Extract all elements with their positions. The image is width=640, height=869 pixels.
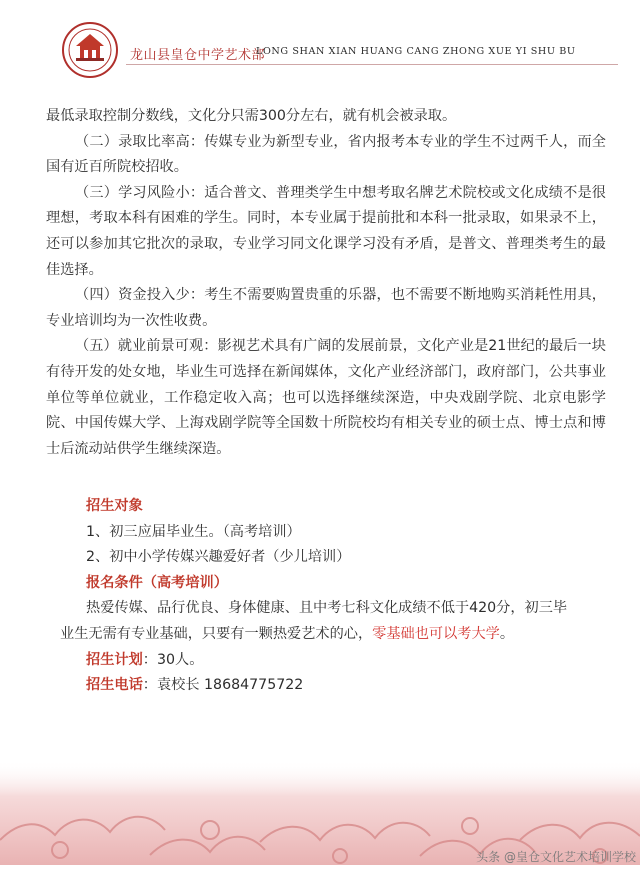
recruitment-section: [60, 494, 616, 699]
conditions-line-2: 业生无需有专业基础，只要有一颗热爱艺术的心，: [60, 625, 373, 642]
paragraph-3: （三）学习风险小：适合普文、普理类学生中想考取名牌艺术院校或文化成绩不是很理想，考取本科有困难的学生。同时，本专业属于提前批和本科一批录取，如果录不上，还可以参加其它批次的录取，专业学习同文化课学习没有矛盾，是普文、普理类考生的最佳选择。: [46, 184, 606, 278]
phone-heading: 招生电话: [86, 677, 143, 694]
page-header: [0, 0, 640, 80]
zero-basis-highlight: 零基础也可以考大学: [372, 625, 500, 642]
target-item-1: 1、初三应届毕业生。（高考培训）: [86, 523, 301, 540]
paragraph-4: （四）资金投入少：考生不需要购置贵重的乐器，也不需要不断地购买消耗性用具，专业培训均为一次性收费。: [46, 287, 606, 329]
paragraph-2: （二）录取比率高：传媒专业为新型专业，省内报考本专业的学生不过两千人，而全国有近百所院校招收。: [46, 133, 606, 176]
school-logo-icon: [62, 22, 118, 78]
conditions-text: [86, 596, 616, 622]
conditions-line-1: 热爱传媒、品行优良、身体健康、且中考七科文化成绩不低于420分，初三毕: [86, 600, 568, 617]
paragraph-1: 最低录取控制分数线，文化分只需300分左右，就有机会被录取。: [46, 108, 457, 124]
paragraph-5: （五）就业前景可观：影视艺术具有广阔的发展前景，文化产业是21世纪的最后一块有待开发的处女地，毕业生可选择在新闻媒体，文化产业经济部门，政府部门，公共事业单位等单位就业，工作稳定收入高；也可以选择继续深造，中央戏剧学院、北京电影学院、中国传媒大学、上海戏剧学院等全国数十所院校均有相关专业的硕士点、博士点和博士后流动站供学生继续深造。: [46, 338, 606, 457]
school-name-en: LONG SHAN XIAN HUANG CANG ZHONG XUE YI SHU BU: [256, 46, 576, 57]
plan-value: ：30人。: [142, 651, 204, 668]
school-name-cn: 龙山县皇仓中学艺术部: [130, 48, 266, 63]
phone-line: [86, 673, 616, 699]
target-heading: 招生对象: [86, 498, 143, 514]
conditions-end: 。: [499, 625, 515, 642]
article-body: [46, 104, 606, 462]
conditions-heading: 报名条件（高考培训）: [86, 574, 228, 591]
conditions-text-continued: [60, 622, 616, 648]
plan-heading: 招生计划: [86, 651, 143, 668]
watermark-text: 头条 @皇仓文化艺术培训学校: [476, 850, 636, 864]
footer-ornament: [0, 760, 640, 865]
plan-line: [86, 648, 616, 674]
header-divider: [126, 64, 618, 65]
target-item-2: 2、初中小学传媒兴趣爱好者（少儿培训）: [86, 549, 351, 566]
phone-value: ：袁校长 18684775722: [142, 677, 304, 694]
